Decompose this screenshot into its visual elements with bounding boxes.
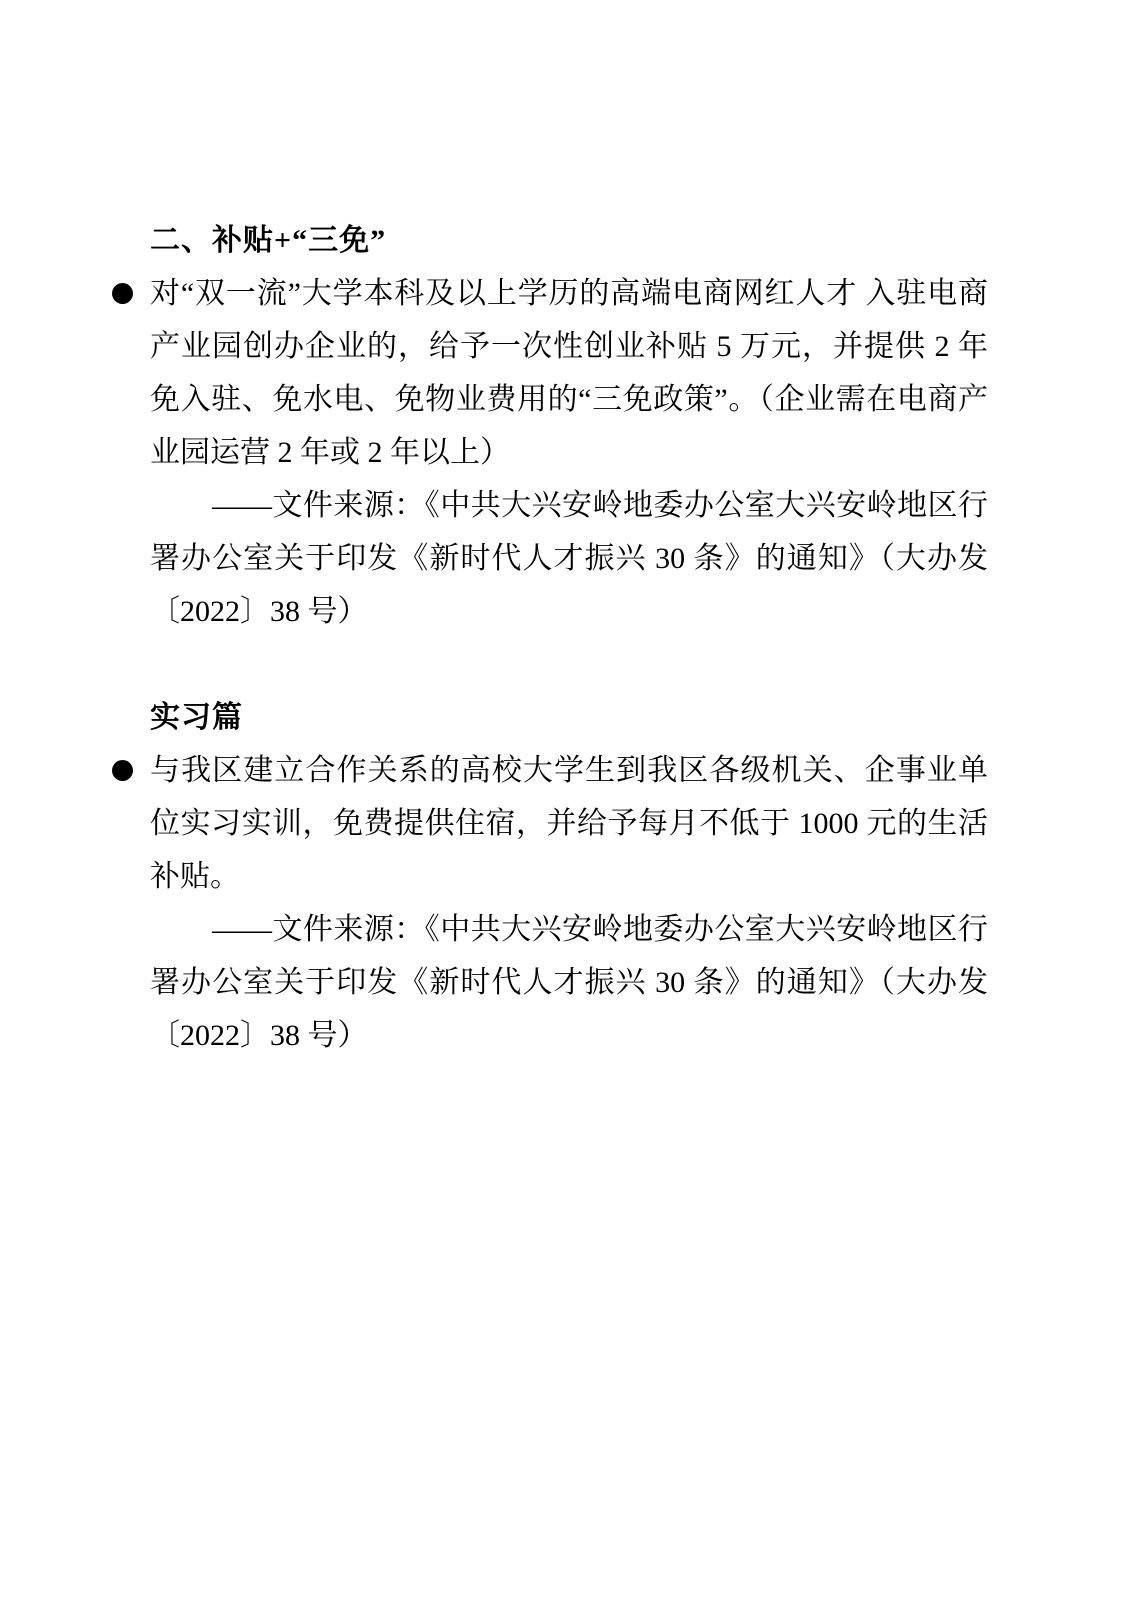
internship-section-heading: 实习篇	[150, 701, 243, 734]
list-item	[150, 267, 988, 479]
subsidy-source-citation: ——文件来源：《中共大兴安岭地委办公室大兴安岭地区行署办公室关于印发《新时代人才振兴 30 条》的通知》（大办发〔2022〕38 号）	[150, 489, 988, 628]
section-internship	[150, 691, 988, 1062]
list-item	[150, 744, 988, 903]
subsidy-bullet-text: 对“双一流”大学本科及以上学历的高端电商网红人才 入驻电商产业园创办企业的，给予一次性创业补贴 5 万元，并提供 2 年免入驻、免水电、免物业费用的“三免政策”。（企业需在电商产业园运营 2 年或 2 年以上）	[150, 277, 988, 469]
internship-source-citation: ——文件来源：《中共大兴安岭地委办公室大兴安岭地区行署办公室关于印发《新时代人才振兴 30 条》的通知》（大办发〔2022〕38 号）	[150, 913, 988, 1052]
section-subsidy	[150, 214, 988, 638]
internship-bullet-text: 与我区建立合作关系的高校大学生到我区各级机关、企事业单位实习实训，免费提供住宿，并给予每月不低于 1000 元的生活补贴。	[150, 754, 988, 893]
subsidy-section-heading: 二、补贴+“三免”	[150, 224, 387, 257]
document-content	[150, 214, 988, 1062]
bullet-icon	[112, 760, 133, 781]
bullet-icon	[112, 283, 133, 304]
